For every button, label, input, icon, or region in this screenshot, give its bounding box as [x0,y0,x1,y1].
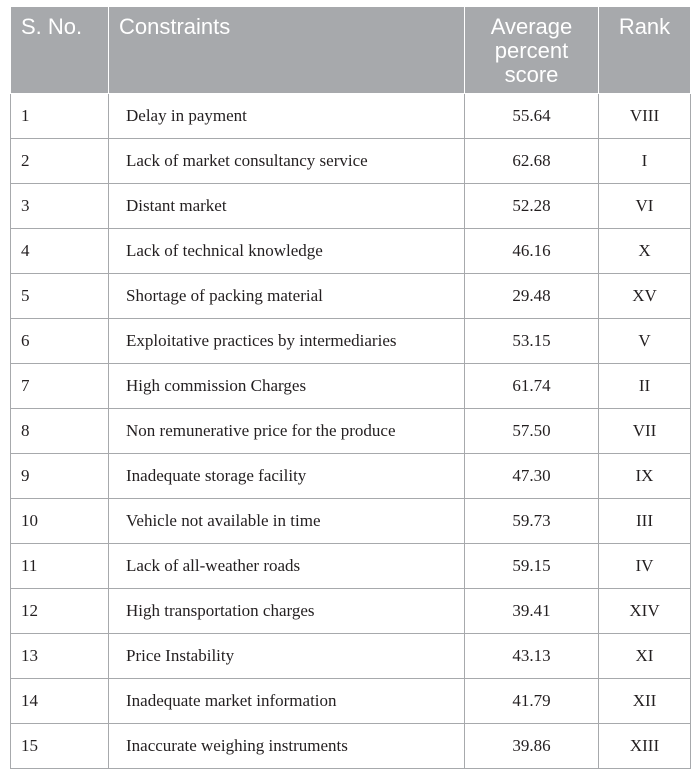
table-row [11,679,691,724]
table-body [11,94,691,769]
cell-rank: IV [599,544,691,589]
table-row [11,229,691,274]
table-row [11,589,691,634]
table-row [11,184,691,229]
table-row [11,139,691,184]
cell-score: 52.28 [465,184,599,229]
cell-constraint: Lack of market consultancy service [109,139,465,184]
cell-score: 59.15 [465,544,599,589]
cell-score: 43.13 [465,634,599,679]
table-row [11,454,691,499]
table-row [11,634,691,679]
table-row [11,364,691,409]
cell-constraint: High transportation charges [109,589,465,634]
cell-sno: 2 [11,139,109,184]
cell-sno: 10 [11,499,109,544]
table-row [11,94,691,139]
header-constraints: Constraints [109,7,465,94]
cell-rank: VIII [599,94,691,139]
cell-score: 41.79 [465,679,599,724]
table-row [11,544,691,589]
cell-constraint: Inadequate market information [109,679,465,724]
cell-constraint: Exploitative practices by intermediaries [109,319,465,364]
cell-rank: I [599,139,691,184]
table-row [11,499,691,544]
cell-rank: VI [599,184,691,229]
cell-score: 61.74 [465,364,599,409]
table-row [11,724,691,769]
cell-sno: 12 [11,589,109,634]
cell-rank: XIII [599,724,691,769]
cell-rank: XIV [599,589,691,634]
cell-sno: 1 [11,94,109,139]
cell-score: 39.41 [465,589,599,634]
cell-rank: IX [599,454,691,499]
cell-constraint: Inadequate storage facility [109,454,465,499]
cell-constraint: Inaccurate weighing instruments [109,724,465,769]
cell-rank: XI [599,634,691,679]
cell-constraint: Non remunerative price for the produce [109,409,465,454]
cell-constraint: Vehicle not available in time [109,499,465,544]
cell-rank: XV [599,274,691,319]
cell-rank: V [599,319,691,364]
header-average-percent-score: Average percent score [465,7,599,94]
cell-score: 53.15 [465,319,599,364]
header-sno: S. No. [11,7,109,94]
cell-score: 55.64 [465,94,599,139]
header-row [11,7,691,94]
cell-rank: X [599,229,691,274]
cell-rank: VII [599,409,691,454]
cell-constraint: Delay in payment [109,94,465,139]
cell-score: 57.50 [465,409,599,454]
cell-sno: 15 [11,724,109,769]
cell-sno: 3 [11,184,109,229]
cell-constraint: Lack of all-weather roads [109,544,465,589]
cell-score: 39.86 [465,724,599,769]
cell-constraint: Lack of technical knowledge [109,229,465,274]
cell-sno: 14 [11,679,109,724]
cell-sno: 4 [11,229,109,274]
cell-rank: III [599,499,691,544]
cell-score: 62.68 [465,139,599,184]
cell-score: 47.30 [465,454,599,499]
cell-sno: 7 [11,364,109,409]
table-row [11,319,691,364]
cell-score: 46.16 [465,229,599,274]
cell-constraint: Distant market [109,184,465,229]
cell-score: 59.73 [465,499,599,544]
cell-score: 29.48 [465,274,599,319]
header-rank: Rank [599,7,691,94]
cell-sno: 6 [11,319,109,364]
table-row [11,274,691,319]
table-row [11,409,691,454]
constraints-table [10,6,691,769]
cell-constraint: Price Instability [109,634,465,679]
cell-rank: XII [599,679,691,724]
cell-sno: 13 [11,634,109,679]
cell-constraint: Shortage of packing material [109,274,465,319]
cell-sno: 11 [11,544,109,589]
cell-rank: II [599,364,691,409]
cell-constraint: High commission Charges [109,364,465,409]
cell-sno: 9 [11,454,109,499]
cell-sno: 5 [11,274,109,319]
cell-sno: 8 [11,409,109,454]
